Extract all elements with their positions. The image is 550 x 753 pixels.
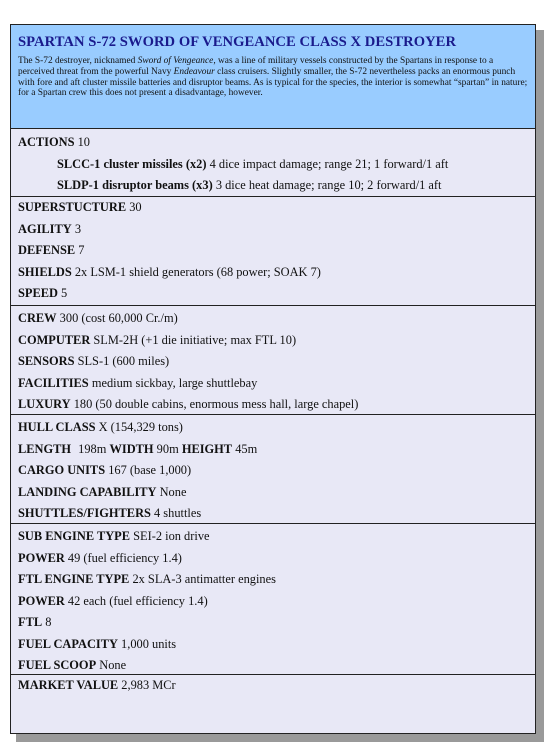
actions-label: ACTIONS	[18, 135, 75, 149]
stat-line	[18, 612, 528, 634]
desc-text: , was a line of military vessels constructed by the Spartans in response to a perceived threat from the powerful Navy	[18, 56, 494, 77]
stat-label: FUEL CAPACITY	[18, 636, 118, 651]
weapon-name: SLDP-1 disruptor beams (x3)	[57, 178, 213, 192]
ship-title: SPARTAN S-72 SWORD OF VENGEANCE CLASS X DESTROYER	[18, 34, 457, 50]
stat-line	[18, 330, 528, 352]
stat-value: 2x LSM-1 shield generators (68 power; SOAK 7)	[74, 264, 321, 279]
market-section	[11, 675, 535, 707]
stat-value: 1,000 units	[121, 636, 177, 651]
stat-line	[18, 460, 528, 482]
stat-value: 300 (cost 60,000 Cr./m)	[59, 311, 178, 325]
stat-line	[18, 262, 528, 284]
stat-label: SUPERSTUCTURE	[18, 200, 127, 214]
stat-value: 5	[61, 286, 68, 300]
stat-label: POWER	[18, 593, 65, 608]
weapon-line	[18, 175, 528, 197]
length-value: 198m	[78, 441, 107, 456]
width-label: WIDTH	[109, 441, 154, 456]
actions-section	[11, 129, 535, 197]
stat-label: FTL ENGINE TYPE	[18, 572, 130, 586]
stat-label: SHIELDS	[18, 264, 72, 279]
market-value: 2,983 MCr	[121, 678, 176, 692]
stat-line	[18, 482, 528, 504]
stat-value: X (154,329 tons)	[98, 420, 183, 434]
stat-value: 30	[129, 200, 142, 214]
stat-value: 2x SLA-3 antimatter engines	[132, 572, 276, 586]
market-label: MARKET VALUE	[18, 678, 119, 692]
weapon-line	[18, 154, 528, 176]
height-value: 45m	[235, 441, 258, 456]
desc-class-name: Endeavour	[173, 66, 215, 77]
stat-value: 180 (50 double cabins, enormous mess hall, large chapel)	[73, 397, 359, 411]
stat-value: None	[99, 658, 127, 672]
height-label: HEIGHT	[181, 441, 233, 456]
stat-line	[18, 219, 528, 241]
crew-section	[11, 306, 535, 415]
stat-value: SLS-1 (600 miles)	[77, 354, 170, 368]
desc-text: The S-72 destroyer, nicknamed	[18, 56, 138, 66]
stat-label: POWER	[18, 550, 65, 565]
stat-value: None	[159, 484, 187, 499]
stat-label: FUEL SCOOP	[18, 658, 97, 672]
stat-value: medium sickbay, large shuttlebay	[91, 375, 258, 390]
defense-section	[11, 197, 535, 306]
stat-line	[18, 308, 528, 330]
engine-section	[11, 524, 535, 675]
stat-line	[18, 655, 528, 677]
stat-value: 42 each (fuel efficiency 1.4)	[67, 593, 208, 608]
stat-line	[18, 591, 528, 613]
length-label: LENGTH	[18, 441, 72, 456]
stat-value: SEI-2 ion drive	[133, 529, 210, 543]
stat-label: FTL	[18, 615, 43, 629]
dimensions-line	[18, 439, 528, 461]
actions-line	[18, 132, 528, 154]
stat-line	[18, 548, 528, 570]
stat-value: 4 shuttles	[154, 506, 202, 520]
stat-line	[18, 240, 528, 262]
stat-line	[18, 394, 528, 416]
actions-value: 10	[77, 135, 90, 149]
card-header	[11, 25, 535, 129]
weapon-detail: 4 dice impact damage; range 21; 1 forward/1 aft	[209, 156, 449, 171]
stat-value: SLM-2H (+1 die initiative; max FTL 10)	[93, 332, 297, 347]
stat-label: SPEED	[18, 286, 58, 300]
stat-label: HULL CLASS	[18, 420, 96, 434]
stat-label: SUB ENGINE TYPE	[18, 529, 131, 543]
stat-value: 49 (fuel efficiency 1.4)	[67, 550, 182, 565]
stat-label: FACILITIES	[18, 375, 89, 390]
stat-label: SHUTTLES/FIGHTERS	[18, 506, 151, 520]
stat-line	[18, 351, 528, 373]
stat-label: LUXURY	[18, 397, 71, 411]
stat-value: 3	[74, 221, 82, 236]
stat-line	[18, 569, 528, 591]
desc-ship-name: Sword of Vengeance	[137, 56, 214, 66]
desc-text: class cruisers. Slightly smaller, the S-72 nevertheless packs an enormous punch with fore and aft cluster missile batteries and disruptor beams. As is typical for the species, the interior is somewhat “spartan” in nature; for a Spartan crew this does not present a disadvantage, however.	[18, 66, 528, 99]
stat-value: 167 (base 1,000)	[108, 463, 192, 477]
stat-line	[18, 526, 528, 548]
stat-line	[18, 417, 528, 439]
width-value: 90m	[156, 441, 179, 456]
stat-line	[18, 197, 528, 219]
hull-section	[11, 415, 535, 524]
stat-label: AGILITY	[18, 221, 72, 236]
stat-value: 8	[45, 615, 52, 629]
weapon-name: SLCC-1 cluster missiles (x2)	[57, 156, 207, 171]
stat-line	[18, 503, 528, 525]
weapon-detail: 3 dice heat damage; range 10; 2 forward/1 aft	[215, 178, 442, 192]
stat-label: LANDING CAPABILITY	[18, 484, 157, 499]
stat-card	[10, 24, 536, 734]
stat-line	[18, 634, 528, 656]
stat-label: DEFENSE	[18, 243, 76, 257]
stat-label: COMPUTER	[18, 332, 91, 347]
stat-value: 7	[78, 243, 85, 257]
stat-label: SENSORS	[18, 354, 75, 368]
stat-label: CARGO UNITS	[18, 463, 106, 477]
stat-line	[18, 283, 528, 305]
stat-line	[18, 373, 528, 395]
ship-description	[18, 56, 528, 99]
stat-label: CREW	[18, 311, 57, 325]
stat-line	[18, 675, 528, 697]
